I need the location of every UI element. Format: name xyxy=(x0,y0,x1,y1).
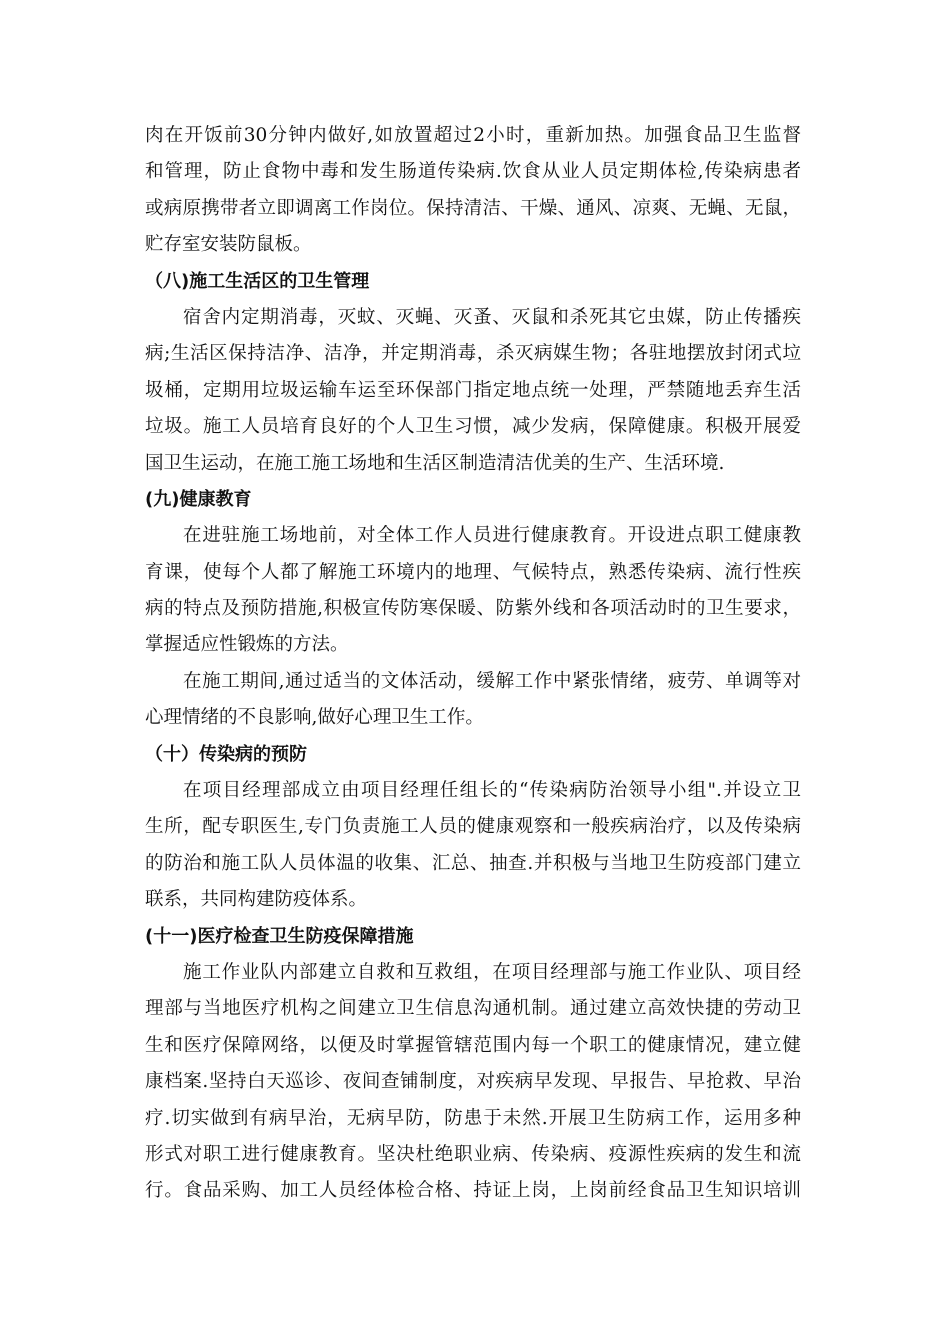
text-line: 康档案.坚持白天巡诊、夜间查铺制度，对疾病早发现、早报告、早抢救、早治 xyxy=(145,1071,801,1093)
text-line: 垃圾。施工人员培育良好的个人卫生习惯，减少发病，保障健康。积极开展爱 xyxy=(145,416,801,438)
section-heading-living-area: （八)施工生活区的卫生管理 xyxy=(145,270,370,292)
paragraph-medical-measures xyxy=(145,955,801,1210)
text-line: 疗.切实做到有病早治，无病早防，防患于未然.开展卫生防病工作，运用多种 xyxy=(145,1107,801,1129)
text-line: 在进驻施工场地前，对全体工作人员进行健康教育。开设进点职工健康教 xyxy=(183,525,801,547)
section-heading-disease-prevention: （十）传染病的预防 xyxy=(145,743,307,765)
paragraph-mental-health xyxy=(145,664,801,737)
text-line: 形式对职工进行健康教育。坚决杜绝职业病、传染病、疫源性疾病的发生和流 xyxy=(145,1143,801,1165)
text-line: 圾桶，定期用垃圾运输车运至环保部门指定地点统一处理，严禁随地丢弃生活 xyxy=(145,379,801,401)
paragraph-food-hygiene xyxy=(145,118,801,264)
text-line: 在项目经理部成立由项目经理任组长的“传染病防治领导小组".并设立卫 xyxy=(183,780,801,802)
text-line: 行。食品采购、加工人员经体检合格、持证上岗，上岗前经食品卫生知识培训 xyxy=(145,1180,801,1202)
text-line: 或病原携带者立即调离工作岗位。保持清洁、干燥、通风、凉爽、无蝇、无鼠， xyxy=(145,197,801,219)
paragraph-living-area xyxy=(145,300,801,482)
text-line: 育课，使每个人都了解施工环境内的地理、气候特点，熟悉传染病、流行性疾 xyxy=(145,561,801,583)
text-line: 联系，共同构建防疫体系。 xyxy=(145,889,368,911)
text-line: 生和医疗保障网络，以便及时掌握管辖范围内每一个职工的健康情况，建立健 xyxy=(145,1034,801,1056)
section-heading-health-education: (九)健康教育 xyxy=(145,488,252,510)
text-line: 理部与当地医疗机构之间建立卫生信息沟通机制。通过建立高效快捷的劳动卫 xyxy=(145,998,801,1020)
text-line: 和管理，防止食物中毒和发生肠道传染病.饮食从业人员定期体检,传染病患者 xyxy=(145,161,801,183)
document-page xyxy=(145,118,801,1210)
text-line: 国卫生运动，在施工施工场地和生活区制造清洁优美的生产、生活环境. xyxy=(145,452,725,474)
text-line: 病的特点及预防措施,积极宣传防寒保暖、防紫外线和各项活动时的卫生要求， xyxy=(145,598,801,620)
text-line: 生所，配专职医生,专门负责施工人员的健康观察和一般疾病治疗，以及传染病 xyxy=(145,816,801,838)
paragraph-health-education xyxy=(145,518,801,664)
text-line: 病;生活区保持洁净、洁净，并定期消毒，杀灭病媒生物；各驻地摆放封闭式垃 xyxy=(145,343,801,365)
text-line: 肉在开饭前30分钟内做好,如放置超过2小时，重新加热。加强食品卫生监督 xyxy=(145,125,801,146)
text-line: 施工作业队内部建立自救和互救组，在项目经理部与施工作业队、项目经 xyxy=(183,961,801,983)
paragraph-disease-prevention xyxy=(145,773,801,919)
text-line: 的防治和施工队人员体温的收集、汇总、抽查.并积极与当地卫生防疫部门建立 xyxy=(145,852,801,874)
text-line: 宿舍内定期消毒，灭蚊、灭蝇、灭蚤、灭鼠和杀死其它虫媒，防止传播疾 xyxy=(183,306,801,328)
section-heading-medical-measures: (十一)医疗检查卫生防疫保障措施 xyxy=(145,925,414,947)
text-line: 心理情绪的不良影响,做好心理卫生工作。 xyxy=(145,707,484,729)
text-line: 贮存室安装防鼠板。 xyxy=(145,234,312,256)
text-line: 在施工期间,通过适当的文体活动，缓解工作中紧张情绪，疲劳、单调等对 xyxy=(183,670,801,692)
text-line: 掌握适应性锻炼的方法。 xyxy=(145,634,349,656)
